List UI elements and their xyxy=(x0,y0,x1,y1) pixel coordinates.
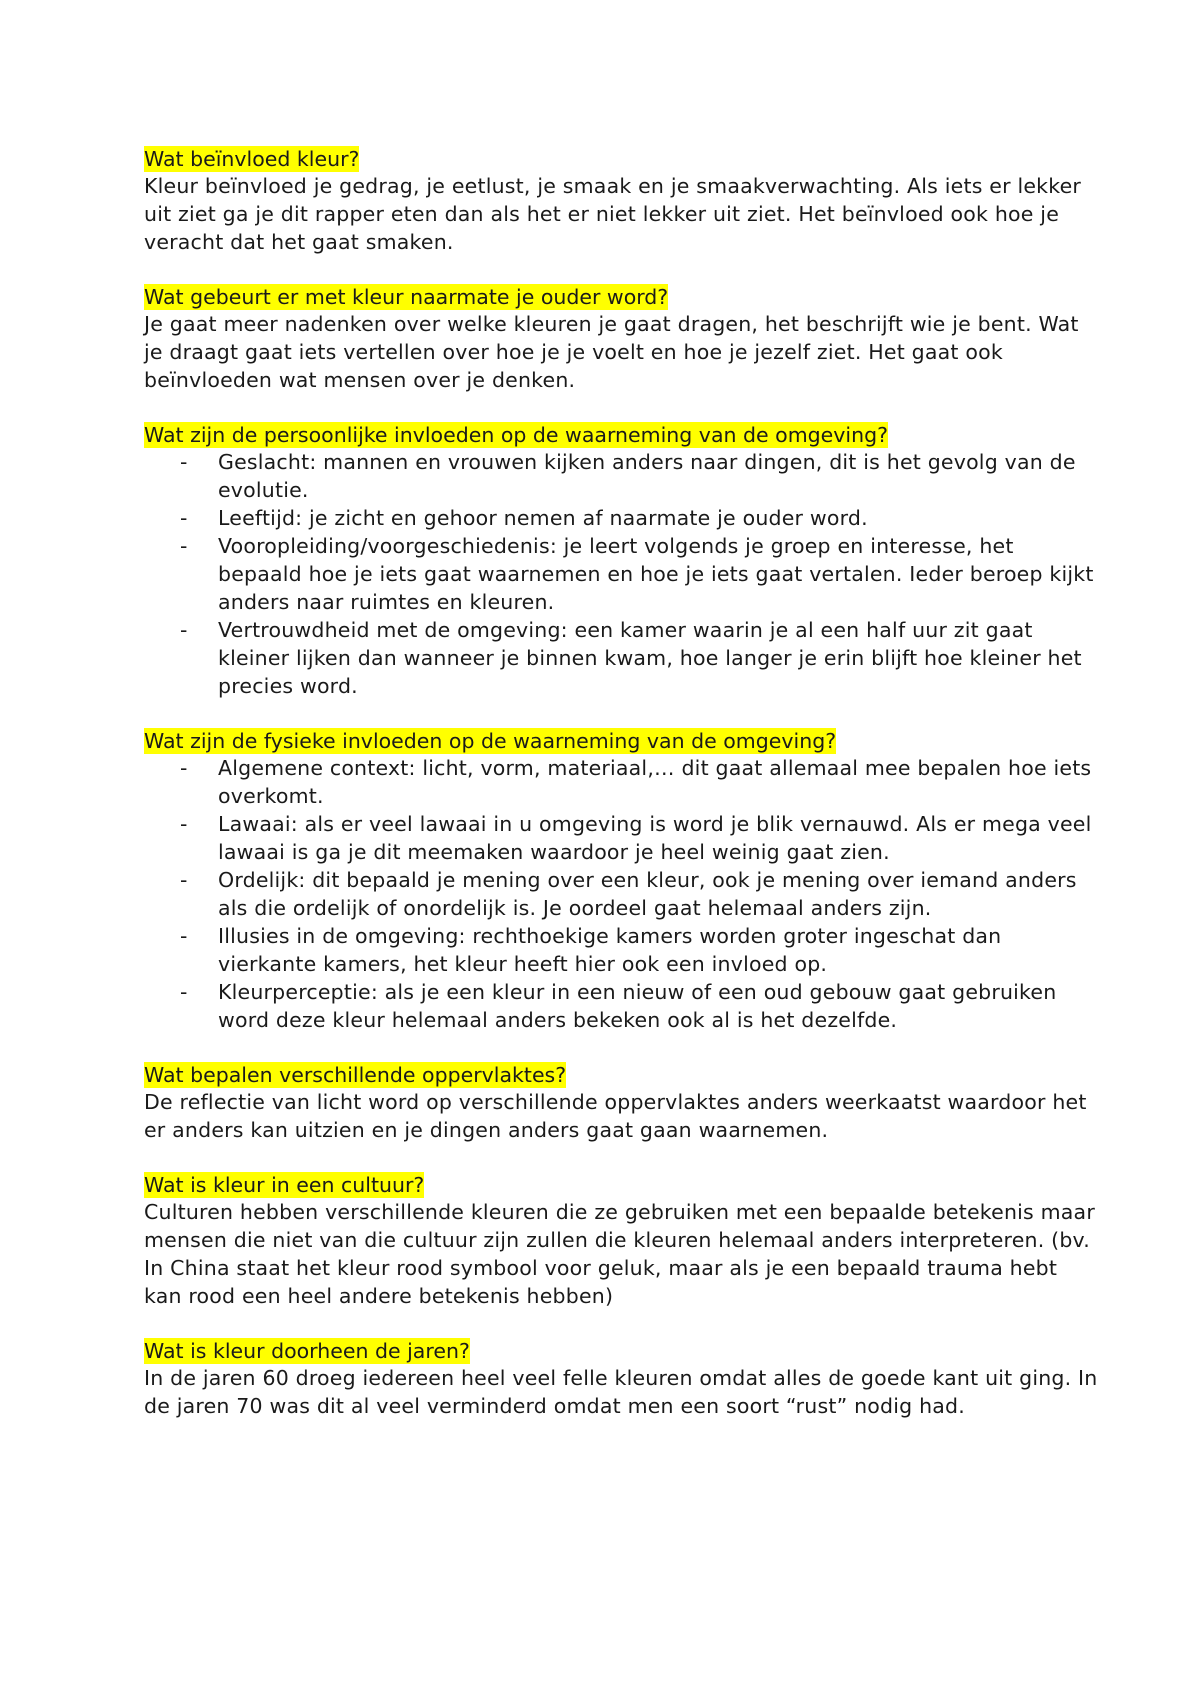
list-item-text: Leeftijd: je zicht en gehoor nemen af naarmate je ouder word. xyxy=(218,506,868,530)
bullet-list xyxy=(144,754,1100,1034)
section-oppervlaktes xyxy=(144,1062,1100,1144)
section-persoonlijke-invloeden xyxy=(144,422,1100,700)
section-fysieke-invloeden xyxy=(144,728,1100,1034)
bullet-list xyxy=(144,448,1100,700)
bullet-dash: - xyxy=(180,868,188,892)
answer-paragraph: Culturen hebben verschillende kleuren die ze gebruiken met een bepaalde betekenis maar mensen die niet van die cultuur zijn zullen die kleuren helemaal anders interpreteren. (bv. In China staat het kleur rood symbool voor geluk, maar als je een bepaald trauma hebt kan rood een heel andere betekenis hebben) xyxy=(144,1200,1095,1308)
list-item xyxy=(144,616,1100,700)
answer-paragraph: Kleur beïnvloed je gedrag, je eetlust, je smaak en je smaakverwachting. Als iets er lekker uit ziet ga je dit rapper eten dan als het er niet lekker uit ziet. Het beïnvloed ook hoe je veracht dat het gaat smaken. xyxy=(144,174,1082,254)
section-cultuur xyxy=(144,1172,1100,1310)
list-item-text: Illusies in de omgeving: rechthoekige kamers worden groter ingeschat dan vierkante kamers, het kleur heeft hier ook een invloed op. xyxy=(218,924,1002,976)
bullet-dash: - xyxy=(180,618,188,642)
list-item-text: Vooropleiding/voorgeschiedenis: je leert volgends je groep en interesse, het bepaald hoe je iets gaat waarnemen en hoe je iets gaat vertalen. Ieder beroep kijkt anders naar ruimtes en kleuren. xyxy=(218,534,1094,614)
list-item xyxy=(144,448,1100,504)
list-item xyxy=(144,504,1100,532)
list-item xyxy=(144,922,1100,978)
bullet-dash: - xyxy=(180,506,188,530)
question-heading: Wat is kleur doorheen de jaren? xyxy=(144,1339,470,1363)
question-heading: Wat gebeurt er met kleur naarmate je ouder word? xyxy=(144,285,669,309)
list-item xyxy=(144,866,1100,922)
bullet-dash: - xyxy=(180,450,188,474)
question-heading: Wat zijn de fysieke invloeden op de waarneming van de omgeving? xyxy=(144,729,837,753)
list-item-text: Vertrouwdheid met de omgeving: een kamer waarin je al een half uur zit gaat kleiner lijken dan wanneer je binnen kwam, hoe langer je erin blijft hoe kleiner het precies word. xyxy=(218,618,1082,698)
list-item-text: Kleurperceptie: als je een kleur in een nieuw of een oud gebouw gaat gebruiken word deze kleur helemaal anders bekeken ook al is het dezelfde. xyxy=(218,980,1057,1032)
bullet-dash: - xyxy=(180,980,188,1004)
bullet-dash: - xyxy=(180,756,188,780)
question-heading: Wat is kleur in een cultuur? xyxy=(144,1173,425,1197)
bullet-dash: - xyxy=(180,924,188,948)
section-kleur-invloed xyxy=(144,146,1100,256)
bullet-dash: - xyxy=(180,534,188,558)
list-item-text: Ordelijk: dit bepaald je mening over een kleur, ook je mening over iemand anders als die ordelijk of onordelijk is. Je oordeel gaat helemaal anders zijn. xyxy=(218,868,1077,920)
list-item xyxy=(144,532,1100,616)
section-ouder-worden xyxy=(144,284,1100,394)
question-heading: Wat bepalen verschillende oppervlaktes? xyxy=(144,1063,567,1087)
bullet-dash: - xyxy=(180,812,188,836)
list-item-text: Lawaai: als er veel lawaai in u omgeving is word je blik vernauwd. Als er mega veel lawaai is ga je dit meemaken waardoor je heel weinig gaat zien. xyxy=(218,812,1092,864)
list-item-text: Algemene context: licht, vorm, materiaal,… dit gaat allemaal mee bepalen hoe iets overkomt. xyxy=(218,756,1092,808)
list-item-text: Geslacht: mannen en vrouwen kijken anders naar dingen, dit is het gevolg van de evolutie. xyxy=(218,450,1076,502)
list-item xyxy=(144,978,1100,1034)
answer-paragraph: De reflectie van licht word op verschillende oppervlaktes anders weerkaatst waardoor het er anders kan uitzien en je dingen anders gaat gaan waarnemen. xyxy=(144,1090,1087,1142)
answer-paragraph: Je gaat meer nadenken over welke kleuren je gaat dragen, het beschrijft wie je bent. Wat je draagt gaat iets vertellen over hoe je je voelt en hoe je jezelf ziet. Het gaat ook beïnvloeden wat mensen over je denken. xyxy=(144,312,1079,392)
answer-paragraph: In de jaren 60 droeg iedereen heel veel felle kleuren omdat alles de goede kant uit ging. In de jaren 70 was dit al veel verminderd omdat men een soort “rust” nodig had. xyxy=(144,1366,1098,1418)
section-jaren xyxy=(144,1338,1100,1420)
list-item xyxy=(144,810,1100,866)
list-item xyxy=(144,754,1100,810)
question-heading: Wat beïnvloed kleur? xyxy=(144,147,360,171)
question-heading: Wat zijn de persoonlijke invloeden op de waarneming van de omgeving? xyxy=(144,423,889,447)
